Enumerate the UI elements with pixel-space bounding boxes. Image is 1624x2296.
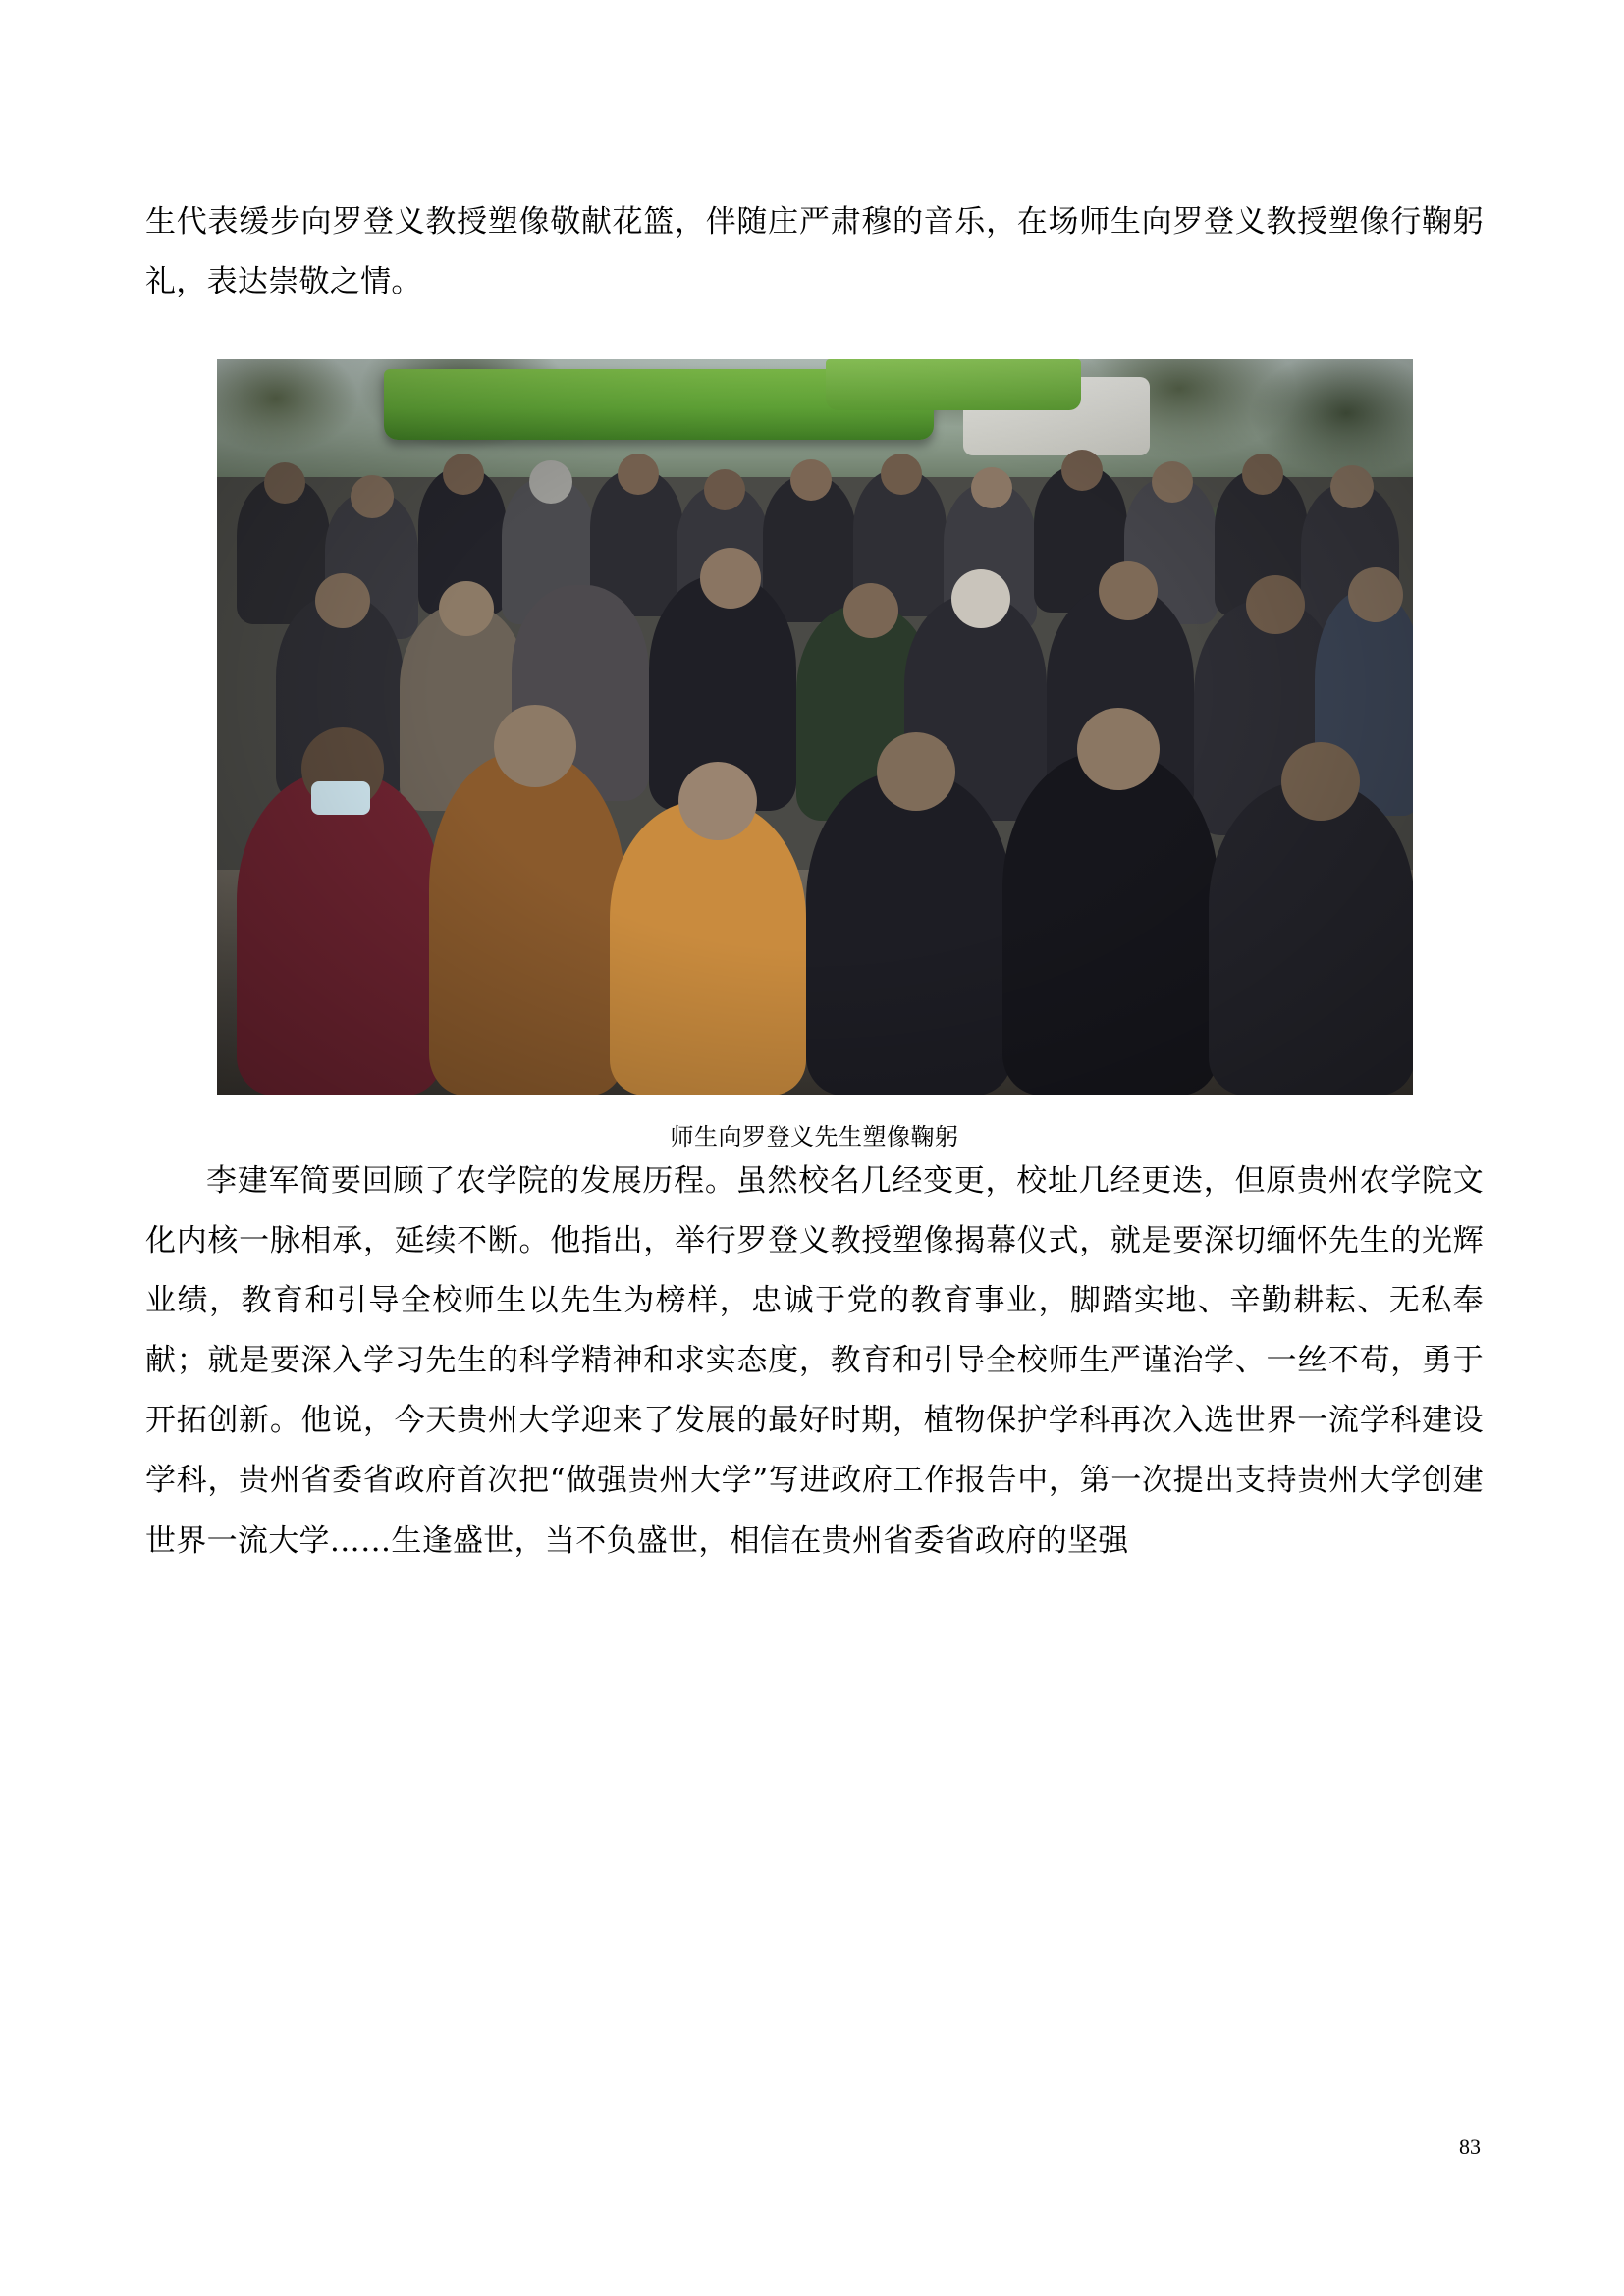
paragraph-main: 李建军简要回顾了农学院的发展历程。虽然校名几经变更，校址几经更迭，但原贵州农学院文化内核一脉相承，延续不断。他指出，举行罗登义教授塑像揭幕仪式，就是要深切缅怀先生的光辉业绩，教育和引导全校师生以先生为榜样，忠诚于党的教育事业，脚踏实地、辛勤耕耘、无私奉献；就是要深入学习先生的科学精神和求实态度，教育和引导全校师生严谨治学、一丝不苟，勇于开拓创新。他说，今天贵州大学迎来了发展的最好时期，植物保护学科再次入选世界一流学科建设学科，贵州省委省政府首次把“做强贵州大学”写进政府工作报告中，第一次提出支持贵州大学创建世界一流大学……生逢盛世，当不负盛世，相信在贵州省委省政府的坚强 xyxy=(145,1163,1484,1559)
figure-image xyxy=(217,359,1413,1095)
page-content xyxy=(145,192,1484,1572)
figure-block xyxy=(145,359,1484,1151)
photo-crowd xyxy=(217,359,1413,1095)
figure-caption: 师生向罗登义先生塑像鞠躬 xyxy=(670,1123,959,1151)
paragraph-continued: 生代表缓步向罗登义教授塑像敬献花篮，伴随庄严肃穆的音乐，在场师生向罗登义教授塑像行鞠躬礼，表达崇敬之情。 xyxy=(145,204,1484,300)
page-number: 83 xyxy=(1459,2134,1481,2159)
